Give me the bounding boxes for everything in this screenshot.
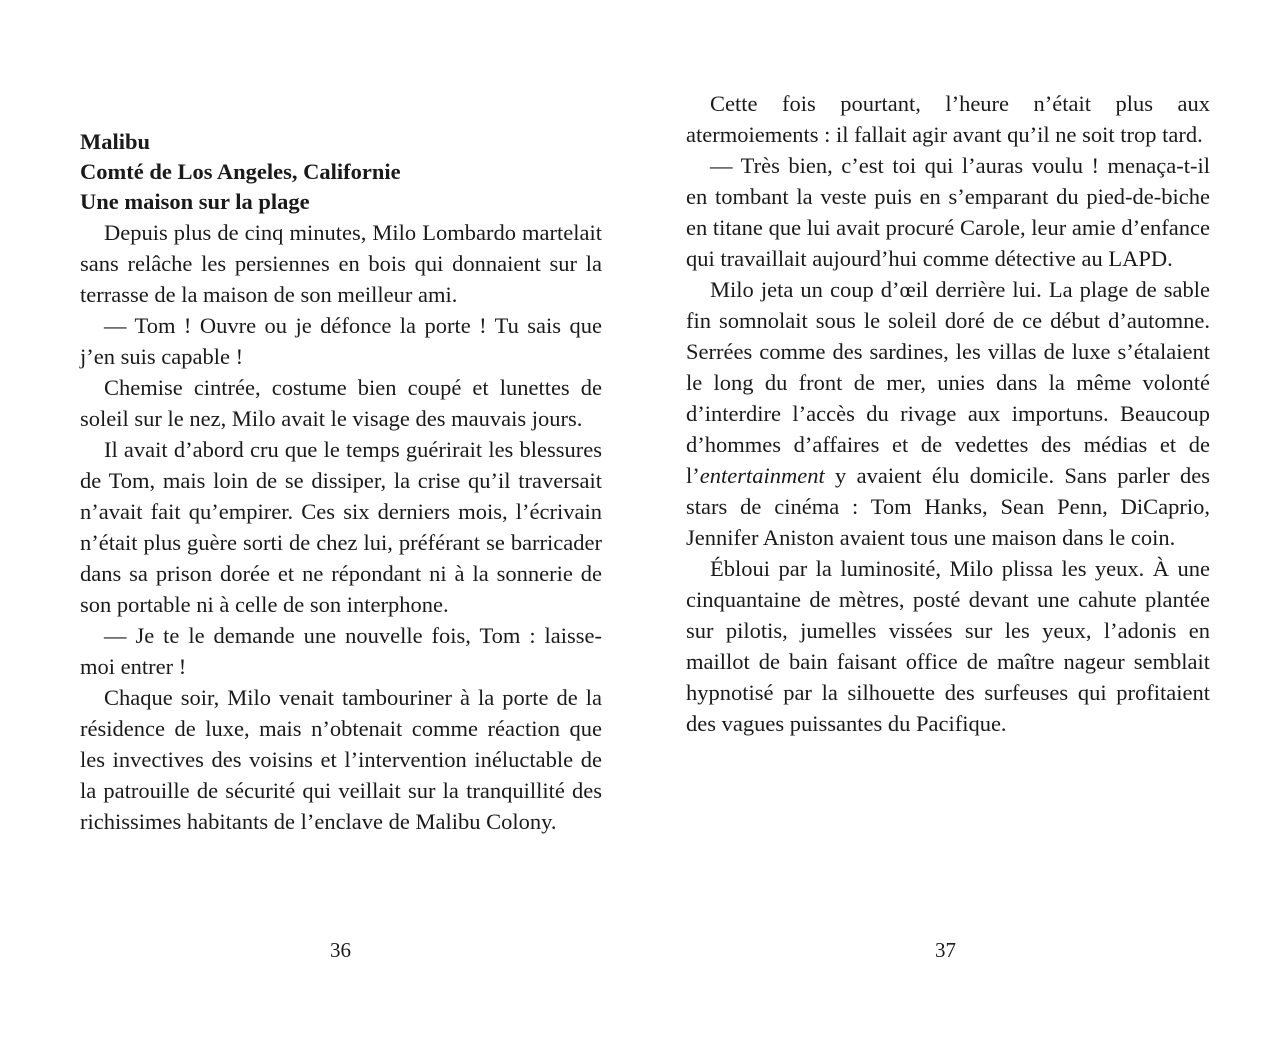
heading-county: Comté de Los Angeles, Californie — [80, 159, 401, 184]
paragraph-text: y avaient élu domicile. Sans parler des stars de cinéma : Tom Hanks, Sean Penn, DiCaprio, Jennifer Aniston avaient tous une maison dans le coin. — [686, 463, 1210, 550]
heading-place: Une maison sur la plage — [80, 189, 310, 214]
left-page — [0, 0, 633, 1045]
left-page-text — [80, 127, 602, 837]
paragraph: Chaque soir, Milo venait tambouriner à la porte de la résidence de luxe, mais n’obtenait comme réaction que les invectives des voisins et l’intervention inéluctable de la patrouille de sécurité qui veillait sur la tranquillité des richissimes habitants de l’enclave de Malibu Colony. — [80, 685, 602, 834]
paragraph: Cette fois pourtant, l’heure n’était plus aux atermoiements : il fallait agir avant qu’il ne soit trop tard. — [686, 91, 1210, 147]
paragraph-dialogue: — Très bien, c’est toi qui l’auras voulu ! menaça-t-il en tombant la veste puis en s’emparant du pied-de-biche en titane que lui avait procuré Carole, leur amie d’enfance qui travaillait aujourd’hui comme détective au LAPD. — [686, 153, 1210, 271]
heading-location: Malibu — [80, 129, 151, 154]
paragraph: Ébloui par la luminosité, Milo plissa les yeux. À une cinquantaine de mètres, posté devant une cahute plantée sur pilotis, jumelles vissées sur les yeux, l’adonis en maillot de bain faisant office de maître nageur semblait hypnotisé par la silhouette des surfeuses qui profitaient des vagues puissantes du Pacifique. — [686, 556, 1210, 736]
paragraph-dialogue: — Je te le demande une nouvelle fois, Tom : laisse-moi entrer ! — [80, 623, 602, 679]
paragraph-dialogue: — Tom ! Ouvre ou je défonce la porte ! Tu sais que j’en suis capable ! — [80, 313, 602, 369]
paragraph — [686, 274, 1210, 553]
paragraph: Il avait d’abord cru que le temps guérirait les blessures de Tom, mais loin de se dissiper, la crise qu’il traversait n’avait fait qu’empirer. Ces six derniers mois, l’écrivain n’était plus guère sorti de chez lui, préférant se barricader dans sa prison dorée et ne répondant ni à la sonnerie de son portable ni à celle de son interphone. — [80, 437, 602, 617]
italic-word: entertainment — [699, 463, 825, 488]
page-number-right: 37 — [935, 938, 956, 962]
paragraph: Chemise cintrée, costume bien coupé et lunettes de soleil sur le nez, Milo avait le visage des mauvais jours. — [80, 375, 602, 431]
paragraph-text: Milo jeta un coup d’œil derrière lui. La plage de sable fin somnolait sous le soleil doré de ce début d’automne. Serrées comme des sardines, les villas de luxe s’étalaient le long du front de mer, unies dans la même volonté d’interdire l’accès du rivage aux importuns. Beaucoup d’hommes d’affaires et de vedettes des médias et de l’ — [686, 277, 1210, 488]
right-page-text — [686, 88, 1210, 739]
right-page — [633, 0, 1267, 1045]
paragraph: Depuis plus de cinq minutes, Milo Lombardo martelait sans relâche les persiennes en bois qui donnaient sur la terrasse de la maison de son meilleur ami. — [80, 220, 602, 307]
page-number-left: 36 — [330, 938, 351, 962]
